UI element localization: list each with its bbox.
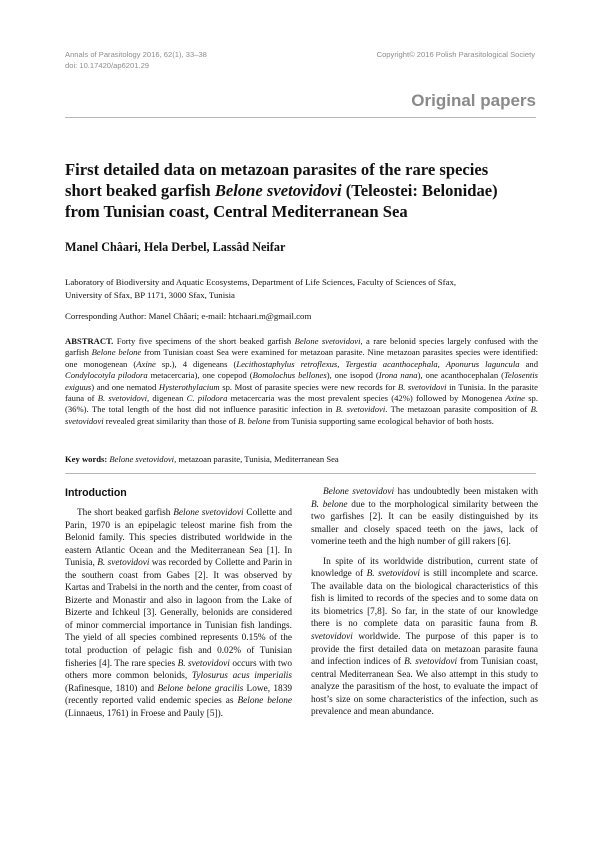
body-text: Lowe, 1839 (recently reported valid endemic species as — [65, 683, 293, 707]
abstract-text: and — [519, 358, 538, 369]
abstract-text: ), one acanthocephalan ( — [417, 370, 504, 381]
abstract-text: metacercaria was the most prevalent species (42%) followed by Monogenea — [227, 393, 506, 404]
species-name: Belone svetovidovi — [323, 487, 395, 497]
keywords-text: , metazoan parasite, Tunisia, Mediterranean Sea — [174, 454, 339, 464]
body-text: worldwide. The purpose of this paper is to provide the first detailed data on metazoan parasite fauna and infection indices of — [311, 632, 538, 668]
species-name: B. svetovidovi — [177, 658, 230, 669]
keywords — [65, 454, 540, 464]
doi: doi: 10.17420/ap6201.29 — [65, 61, 150, 70]
abstract-text: revealed great similarity than those of — [103, 415, 239, 426]
species-name: Belone belone gracilis — [157, 683, 244, 694]
title-line-1: First detailed data on metazoan parasites of the rare species — [65, 160, 489, 179]
paper-title — [65, 159, 540, 222]
abstract-text: Forty five specimens of the short beaked garfish — [113, 336, 295, 346]
species-name: B. svetovidovi — [97, 393, 148, 404]
abstract-text: from Tunisian coast Sea were examined for metazoan parasite. Nine metazoan parasites species were identified: one monogenean ( — [65, 347, 538, 369]
abstract-divider — [65, 473, 536, 474]
abstract — [65, 336, 538, 427]
authors: Manel Châari, Hela Derbel, Lassâd Neifar — [65, 240, 286, 254]
abstract-text: sp.), 4 digeneans ( — [155, 358, 237, 369]
species-name: Axine — [505, 393, 525, 404]
header-divider — [65, 117, 536, 118]
keywords-label: Key words: — [65, 454, 108, 464]
species-name: Telosentis exiguus — [65, 370, 539, 392]
body-text: is still incomplete and scarce. The available data on the biological characteristics of this fish is limited to records of the species and to some data on its biometrics [7,8]. So far, in the state of our knowledge there is no complete data on parasitic fauna from — [311, 569, 539, 630]
body-column-left — [65, 486, 292, 720]
affiliation — [65, 276, 540, 301]
body-paragraph — [311, 486, 538, 549]
species-name: Lecithostaphylus retroflexus, Tergestia acanthocephala, Aponurus laguncula — [236, 358, 520, 369]
species-name: B. svetovidovi — [366, 569, 420, 580]
species-name: Condylocotyla pilodora — [65, 370, 148, 381]
journal-header — [65, 49, 207, 71]
species-name: Belone svetovidovi — [294, 336, 361, 346]
species-name: B. svetovidovi — [65, 404, 538, 426]
title-line-3: from Tunisian coast, Central Mediterranean Sea — [65, 202, 408, 221]
body-column-right — [311, 486, 538, 719]
affiliation-line: Laboratory of Biodiversity and Aquatic Ecosystems, Department of Life Sciences, Faculty of Sciences of Sfax, — [65, 277, 457, 287]
species-name: B. svetovidovi — [404, 657, 458, 668]
body-text: (Linnaeus, 1761) in Froese and Pauly [5]). — [65, 708, 224, 719]
species-name: B. svetovidovi — [97, 558, 150, 569]
species-name: B. belone — [238, 415, 271, 426]
species-name: Tylosurus acus imperialis — [191, 671, 292, 682]
abstract-text: . The metazoan parasite composition of — [385, 404, 531, 415]
species-name: Belone belone — [91, 347, 142, 358]
species-name: C. pilodora — [186, 393, 228, 404]
abstract-text: from Tunisia supporting same ecological behavior of both hosts. — [270, 415, 494, 426]
species-name: B. svetovidovi — [397, 381, 447, 392]
body-text: Collette and Parin, 1970 is an epipelagic teleost marine fish from the Belonid family. This species distributed worldwide in the eastern Atlantic Ocean and the Mediterranean Sea [1]. In Tunisia, — [65, 508, 292, 569]
title-line-2 — [65, 180, 540, 201]
species-name: B. belone — [311, 499, 348, 510]
body-text: was recorded by Collette and Parin in the southern coast from Gabes [2]. It was observed by Kartas and Trabelsi in the north and the center, from coast of Bizerte and Monastir and also in lagoon from the Lake of Bizerte and Ichkeul [3]. Generally, belonids are considered of minor commercial importance in Tunisian fish landings. The yield of all species combined represents 0.15% of the total production of pelagic fish and 0.02% of Tunisian fisheries [4]. The rare species — [65, 558, 292, 669]
body-text: has undoubtedly been mistaken with — [394, 487, 538, 497]
abstract-text: , a rare belonid species largely confused with the garfish — [65, 336, 538, 358]
species-name: Belone svetovidovi — [173, 508, 244, 518]
journal-citation: Annals of Parasitology 2016, 62(1), 33–38 — [65, 50, 207, 59]
title-text: short beaked garfish — [65, 181, 215, 200]
body-text: In spite of its worldwide distribution, current state of knowledge of — [311, 556, 538, 580]
abstract-label: ABSTRACT. — [65, 336, 114, 346]
species-name: Irona nana — [378, 370, 418, 381]
abstract-text: ), one isopod ( — [326, 370, 379, 381]
body-text: occurs with two others more common belonids, — [65, 658, 292, 682]
body-text: The short beaked garfish — [77, 508, 174, 518]
body-paragraph — [65, 507, 292, 720]
species-name: B. svetovidovi — [335, 404, 386, 415]
body-text: due to the morphological similarity between the two garfishes [2]. It can be easily distinguished by its smaller and closely spaced teeth on the jaws, lack of vomerine teeth and the high number of gill rakers [6]. — [311, 499, 539, 548]
title-species: Belone svetovidovi — [214, 181, 342, 200]
affiliation-line: University of Sfax, BP 1171, 3000 Sfax, Tunisia — [65, 289, 235, 300]
abstract-text: sp. Most of parasite species were new records for — [219, 381, 398, 392]
species-name: Hysterothylacium — [158, 381, 220, 392]
section-heading-introduction: Introduction — [65, 487, 127, 499]
corresponding-author: Corresponding Author: Manel Châari; e-mail: htchaari.m@gmail.com — [65, 311, 312, 321]
abstract-text: metacercaria), one copepod ( — [147, 370, 253, 381]
species-name: Axine — [136, 358, 156, 369]
title-text: (Teleostei: Belonidae) — [341, 181, 498, 200]
section-label: Original papers — [411, 91, 536, 110]
abstract-text: in Tunisia. In the parasite fauna of — [65, 381, 538, 404]
abstract-text: sp. (36%). The total length of the host did not influence parasitic infection in — [65, 393, 538, 415]
species-name: B. svetovidovi — [311, 619, 538, 643]
species-name: Belone belone — [237, 696, 293, 707]
abstract-text: , digenean — [147, 393, 187, 404]
body-text: from Tunisian coast, central Mediterranean Sea. We also attempt in this study to analyze the parasitism of the host, to evaluate the impact of host’s size on some characteristics of the infection, such as prevalence and mean abundance. — [311, 657, 539, 718]
species-name: Bomolochus bellones — [252, 370, 327, 381]
body-text: (Rafinesque, 1810) and — [65, 683, 158, 694]
species-name: Belone svetovidovi — [107, 454, 175, 464]
body-paragraph — [311, 556, 538, 719]
copyright-notice: Copyright© 2016 Polish Parasitological Society — [376, 50, 535, 59]
abstract-text: ) and one nematod — [91, 381, 159, 392]
